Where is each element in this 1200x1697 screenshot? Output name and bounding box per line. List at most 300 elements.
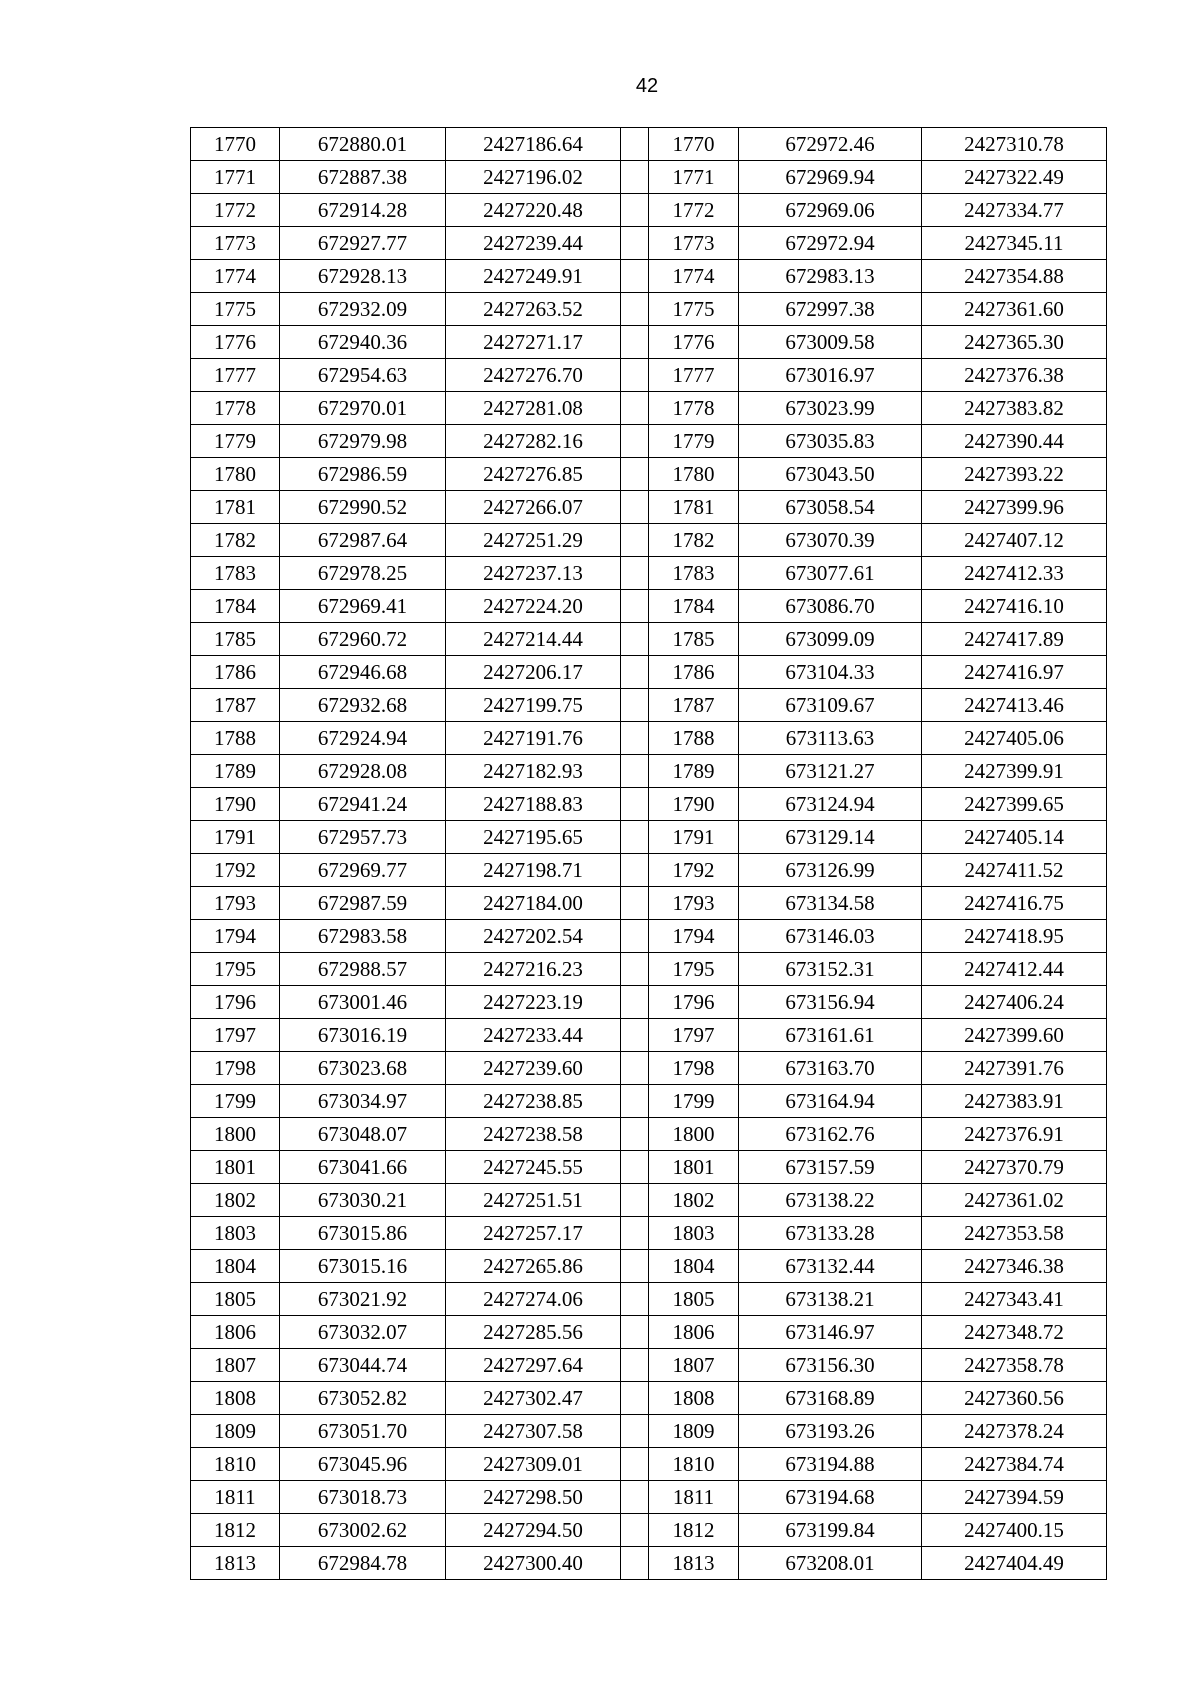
spacer-cell <box>621 1415 649 1448</box>
left-point-id-cell: 1810 <box>191 1448 280 1481</box>
left-point-id-cell: 1785 <box>191 623 280 656</box>
right-point-id-cell: 1778 <box>649 392 739 425</box>
left-y-coordinate-cell: 2427195.65 <box>446 821 621 854</box>
left-point-id-cell: 1783 <box>191 557 280 590</box>
left-y-coordinate-cell: 2427265.86 <box>446 1250 621 1283</box>
left-point-id-cell: 1792 <box>191 854 280 887</box>
spacer-cell <box>621 161 649 194</box>
left-y-coordinate-cell: 2427294.50 <box>446 1514 621 1547</box>
right-x-coordinate-cell: 673113.63 <box>739 722 922 755</box>
right-x-coordinate-cell: 673138.21 <box>739 1283 922 1316</box>
left-x-coordinate-cell: 673052.82 <box>280 1382 446 1415</box>
spacer-cell <box>621 656 649 689</box>
right-point-id-cell: 1772 <box>649 194 739 227</box>
left-x-coordinate-cell: 672932.09 <box>280 293 446 326</box>
spacer-cell <box>621 1085 649 1118</box>
left-y-coordinate-cell: 2427198.71 <box>446 854 621 887</box>
right-point-id-cell: 1813 <box>649 1547 739 1580</box>
table-row <box>191 392 1107 425</box>
spacer-cell <box>621 722 649 755</box>
left-x-coordinate-cell: 673015.16 <box>280 1250 446 1283</box>
right-y-coordinate-cell: 2427383.91 <box>922 1085 1107 1118</box>
left-point-id-cell: 1779 <box>191 425 280 458</box>
table-row <box>191 1184 1107 1217</box>
table-row <box>191 854 1107 887</box>
left-y-coordinate-cell: 2427245.55 <box>446 1151 621 1184</box>
right-y-coordinate-cell: 2427399.65 <box>922 788 1107 821</box>
right-x-coordinate-cell: 673129.14 <box>739 821 922 854</box>
spacer-cell <box>621 1217 649 1250</box>
right-point-id-cell: 1807 <box>649 1349 739 1382</box>
table-row <box>191 1118 1107 1151</box>
left-point-id-cell: 1806 <box>191 1316 280 1349</box>
right-y-coordinate-cell: 2427407.12 <box>922 524 1107 557</box>
table-row <box>191 1283 1107 1316</box>
right-y-coordinate-cell: 2427416.75 <box>922 887 1107 920</box>
spacer-cell <box>621 1019 649 1052</box>
right-y-coordinate-cell: 2427405.14 <box>922 821 1107 854</box>
left-x-coordinate-cell: 672987.59 <box>280 887 446 920</box>
right-x-coordinate-cell: 672969.94 <box>739 161 922 194</box>
left-y-coordinate-cell: 2427297.64 <box>446 1349 621 1382</box>
table-row <box>191 821 1107 854</box>
right-x-coordinate-cell: 673016.97 <box>739 359 922 392</box>
right-point-id-cell: 1797 <box>649 1019 739 1052</box>
left-y-coordinate-cell: 2427309.01 <box>446 1448 621 1481</box>
left-x-coordinate-cell: 672969.77 <box>280 854 446 887</box>
left-point-id-cell: 1773 <box>191 227 280 260</box>
right-x-coordinate-cell: 673156.30 <box>739 1349 922 1382</box>
left-point-id-cell: 1788 <box>191 722 280 755</box>
spacer-cell <box>621 1283 649 1316</box>
table-row <box>191 425 1107 458</box>
left-point-id-cell: 1802 <box>191 1184 280 1217</box>
left-y-coordinate-cell: 2427199.75 <box>446 689 621 722</box>
right-y-coordinate-cell: 2427354.88 <box>922 260 1107 293</box>
right-x-coordinate-cell: 673199.84 <box>739 1514 922 1547</box>
spacer-cell <box>621 194 649 227</box>
spacer-cell <box>621 425 649 458</box>
left-x-coordinate-cell: 672880.01 <box>280 128 446 161</box>
table-row <box>191 293 1107 326</box>
table-row <box>191 656 1107 689</box>
right-x-coordinate-cell: 673161.61 <box>739 1019 922 1052</box>
right-y-coordinate-cell: 2427378.24 <box>922 1415 1107 1448</box>
left-y-coordinate-cell: 2427206.17 <box>446 656 621 689</box>
left-point-id-cell: 1776 <box>191 326 280 359</box>
left-y-coordinate-cell: 2427285.56 <box>446 1316 621 1349</box>
right-y-coordinate-cell: 2427412.44 <box>922 953 1107 986</box>
right-point-id-cell: 1796 <box>649 986 739 1019</box>
spacer-cell <box>621 887 649 920</box>
table-row <box>191 227 1107 260</box>
left-y-coordinate-cell: 2427224.20 <box>446 590 621 623</box>
right-x-coordinate-cell: 673163.70 <box>739 1052 922 1085</box>
right-point-id-cell: 1803 <box>649 1217 739 1250</box>
left-point-id-cell: 1811 <box>191 1481 280 1514</box>
left-x-coordinate-cell: 673032.07 <box>280 1316 446 1349</box>
spacer-cell <box>621 1514 649 1547</box>
left-y-coordinate-cell: 2427239.44 <box>446 227 621 260</box>
spacer-cell <box>621 1316 649 1349</box>
left-x-coordinate-cell: 673002.62 <box>280 1514 446 1547</box>
table-row <box>191 986 1107 1019</box>
table-row <box>191 1547 1107 1580</box>
right-x-coordinate-cell: 672972.46 <box>739 128 922 161</box>
left-x-coordinate-cell: 672986.59 <box>280 458 446 491</box>
right-point-id-cell: 1790 <box>649 788 739 821</box>
right-y-coordinate-cell: 2427358.78 <box>922 1349 1107 1382</box>
right-x-coordinate-cell: 673168.89 <box>739 1382 922 1415</box>
spacer-cell <box>621 854 649 887</box>
right-y-coordinate-cell: 2427399.96 <box>922 491 1107 524</box>
table-row <box>191 1481 1107 1514</box>
spacer-cell <box>621 986 649 1019</box>
right-x-coordinate-cell: 673023.99 <box>739 392 922 425</box>
spacer-cell <box>621 392 649 425</box>
table-row <box>191 1250 1107 1283</box>
left-x-coordinate-cell: 672957.73 <box>280 821 446 854</box>
left-x-coordinate-cell: 672941.24 <box>280 788 446 821</box>
right-x-coordinate-cell: 672983.13 <box>739 260 922 293</box>
left-y-coordinate-cell: 2427251.29 <box>446 524 621 557</box>
right-y-coordinate-cell: 2427361.02 <box>922 1184 1107 1217</box>
right-point-id-cell: 1785 <box>649 623 739 656</box>
right-point-id-cell: 1804 <box>649 1250 739 1283</box>
left-y-coordinate-cell: 2427249.91 <box>446 260 621 293</box>
table-row <box>191 260 1107 293</box>
right-point-id-cell: 1777 <box>649 359 739 392</box>
table-row <box>191 755 1107 788</box>
left-x-coordinate-cell: 672924.94 <box>280 722 446 755</box>
right-point-id-cell: 1794 <box>649 920 739 953</box>
right-x-coordinate-cell: 673208.01 <box>739 1547 922 1580</box>
table-row <box>191 1514 1107 1547</box>
left-point-id-cell: 1781 <box>191 491 280 524</box>
right-x-coordinate-cell: 672997.38 <box>739 293 922 326</box>
left-x-coordinate-cell: 672928.08 <box>280 755 446 788</box>
right-y-coordinate-cell: 2427384.74 <box>922 1448 1107 1481</box>
table-row <box>191 128 1107 161</box>
right-y-coordinate-cell: 2427345.11 <box>922 227 1107 260</box>
left-point-id-cell: 1771 <box>191 161 280 194</box>
left-x-coordinate-cell: 673023.68 <box>280 1052 446 1085</box>
spacer-cell <box>621 689 649 722</box>
right-y-coordinate-cell: 2427399.60 <box>922 1019 1107 1052</box>
right-point-id-cell: 1793 <box>649 887 739 920</box>
coordinate-table <box>190 127 1107 1580</box>
left-point-id-cell: 1791 <box>191 821 280 854</box>
table-row <box>191 689 1107 722</box>
right-point-id-cell: 1802 <box>649 1184 739 1217</box>
right-y-coordinate-cell: 2427346.38 <box>922 1250 1107 1283</box>
spacer-cell <box>621 227 649 260</box>
spacer-cell <box>621 623 649 656</box>
left-x-coordinate-cell: 673045.96 <box>280 1448 446 1481</box>
left-point-id-cell: 1798 <box>191 1052 280 1085</box>
table-row <box>191 1052 1107 1085</box>
left-x-coordinate-cell: 673021.92 <box>280 1283 446 1316</box>
right-point-id-cell: 1805 <box>649 1283 739 1316</box>
right-x-coordinate-cell: 673162.76 <box>739 1118 922 1151</box>
table-row <box>191 161 1107 194</box>
right-point-id-cell: 1791 <box>649 821 739 854</box>
table-row <box>191 326 1107 359</box>
left-y-coordinate-cell: 2427184.00 <box>446 887 621 920</box>
left-point-id-cell: 1784 <box>191 590 280 623</box>
right-point-id-cell: 1784 <box>649 590 739 623</box>
left-point-id-cell: 1790 <box>191 788 280 821</box>
left-x-coordinate-cell: 673016.19 <box>280 1019 446 1052</box>
table-row <box>191 491 1107 524</box>
right-y-coordinate-cell: 2427343.41 <box>922 1283 1107 1316</box>
right-x-coordinate-cell: 673152.31 <box>739 953 922 986</box>
left-x-coordinate-cell: 673044.74 <box>280 1349 446 1382</box>
left-point-id-cell: 1809 <box>191 1415 280 1448</box>
left-y-coordinate-cell: 2427281.08 <box>446 392 621 425</box>
right-point-id-cell: 1798 <box>649 1052 739 1085</box>
spacer-cell <box>621 359 649 392</box>
right-point-id-cell: 1808 <box>649 1382 739 1415</box>
table-row <box>191 920 1107 953</box>
right-x-coordinate-cell: 673077.61 <box>739 557 922 590</box>
right-x-coordinate-cell: 673146.03 <box>739 920 922 953</box>
left-x-coordinate-cell: 673001.46 <box>280 986 446 1019</box>
right-point-id-cell: 1811 <box>649 1481 739 1514</box>
right-x-coordinate-cell: 673070.39 <box>739 524 922 557</box>
right-point-id-cell: 1779 <box>649 425 739 458</box>
left-x-coordinate-cell: 673018.73 <box>280 1481 446 1514</box>
right-point-id-cell: 1787 <box>649 689 739 722</box>
table-row <box>191 1316 1107 1349</box>
right-point-id-cell: 1770 <box>649 128 739 161</box>
right-y-coordinate-cell: 2427399.91 <box>922 755 1107 788</box>
table-row <box>191 887 1107 920</box>
left-x-coordinate-cell: 672946.68 <box>280 656 446 689</box>
left-x-coordinate-cell: 672969.41 <box>280 590 446 623</box>
right-y-coordinate-cell: 2427413.46 <box>922 689 1107 722</box>
right-y-coordinate-cell: 2427310.78 <box>922 128 1107 161</box>
right-point-id-cell: 1782 <box>649 524 739 557</box>
left-x-coordinate-cell: 672978.25 <box>280 557 446 590</box>
right-x-coordinate-cell: 673104.33 <box>739 656 922 689</box>
left-x-coordinate-cell: 672984.78 <box>280 1547 446 1580</box>
right-y-coordinate-cell: 2427370.79 <box>922 1151 1107 1184</box>
left-x-coordinate-cell: 672887.38 <box>280 161 446 194</box>
left-y-coordinate-cell: 2427251.51 <box>446 1184 621 1217</box>
left-point-id-cell: 1804 <box>191 1250 280 1283</box>
right-point-id-cell: 1799 <box>649 1085 739 1118</box>
spacer-cell <box>621 953 649 986</box>
right-x-coordinate-cell: 672972.94 <box>739 227 922 260</box>
table-row <box>191 722 1107 755</box>
right-y-coordinate-cell: 2427416.10 <box>922 590 1107 623</box>
table-row <box>191 1349 1107 1382</box>
right-x-coordinate-cell: 673126.99 <box>739 854 922 887</box>
right-x-coordinate-cell: 673121.27 <box>739 755 922 788</box>
left-x-coordinate-cell: 673015.86 <box>280 1217 446 1250</box>
spacer-cell <box>621 293 649 326</box>
table-row <box>191 524 1107 557</box>
right-point-id-cell: 1806 <box>649 1316 739 1349</box>
spacer-cell <box>621 260 649 293</box>
spacer-cell <box>621 326 649 359</box>
left-x-coordinate-cell: 672932.68 <box>280 689 446 722</box>
right-y-coordinate-cell: 2427348.72 <box>922 1316 1107 1349</box>
right-x-coordinate-cell: 673194.88 <box>739 1448 922 1481</box>
table-row <box>191 1382 1107 1415</box>
left-x-coordinate-cell: 672988.57 <box>280 953 446 986</box>
right-y-coordinate-cell: 2427411.52 <box>922 854 1107 887</box>
left-y-coordinate-cell: 2427276.70 <box>446 359 621 392</box>
right-point-id-cell: 1800 <box>649 1118 739 1151</box>
table-row <box>191 953 1107 986</box>
right-y-coordinate-cell: 2427418.95 <box>922 920 1107 953</box>
right-x-coordinate-cell: 673058.54 <box>739 491 922 524</box>
left-point-id-cell: 1794 <box>191 920 280 953</box>
left-point-id-cell: 1805 <box>191 1283 280 1316</box>
left-y-coordinate-cell: 2427300.40 <box>446 1547 621 1580</box>
right-point-id-cell: 1783 <box>649 557 739 590</box>
left-point-id-cell: 1775 <box>191 293 280 326</box>
table-row <box>191 1019 1107 1052</box>
spacer-cell <box>621 1184 649 1217</box>
table-row <box>191 1448 1107 1481</box>
left-x-coordinate-cell: 673048.07 <box>280 1118 446 1151</box>
right-x-coordinate-cell: 673099.09 <box>739 623 922 656</box>
right-point-id-cell: 1812 <box>649 1514 739 1547</box>
spacer-cell <box>621 524 649 557</box>
right-x-coordinate-cell: 673133.28 <box>739 1217 922 1250</box>
right-point-id-cell: 1788 <box>649 722 739 755</box>
left-y-coordinate-cell: 2427196.02 <box>446 161 621 194</box>
left-y-coordinate-cell: 2427298.50 <box>446 1481 621 1514</box>
left-point-id-cell: 1803 <box>191 1217 280 1250</box>
right-x-coordinate-cell: 673035.83 <box>739 425 922 458</box>
right-y-coordinate-cell: 2427404.49 <box>922 1547 1107 1580</box>
left-x-coordinate-cell: 672983.58 <box>280 920 446 953</box>
right-x-coordinate-cell: 673109.67 <box>739 689 922 722</box>
left-x-coordinate-cell: 673041.66 <box>280 1151 446 1184</box>
left-point-id-cell: 1787 <box>191 689 280 722</box>
left-y-coordinate-cell: 2427238.58 <box>446 1118 621 1151</box>
right-y-coordinate-cell: 2427390.44 <box>922 425 1107 458</box>
right-x-coordinate-cell: 672969.06 <box>739 194 922 227</box>
right-y-coordinate-cell: 2427391.76 <box>922 1052 1107 1085</box>
table-row <box>191 623 1107 656</box>
left-x-coordinate-cell: 672970.01 <box>280 392 446 425</box>
left-point-id-cell: 1782 <box>191 524 280 557</box>
spacer-cell <box>621 1547 649 1580</box>
table-row <box>191 788 1107 821</box>
left-x-coordinate-cell: 672960.72 <box>280 623 446 656</box>
spacer-cell <box>621 920 649 953</box>
coordinate-table-body <box>191 128 1107 1580</box>
left-point-id-cell: 1772 <box>191 194 280 227</box>
left-y-coordinate-cell: 2427237.13 <box>446 557 621 590</box>
right-y-coordinate-cell: 2427383.82 <box>922 392 1107 425</box>
left-y-coordinate-cell: 2427214.44 <box>446 623 621 656</box>
right-y-coordinate-cell: 2427393.22 <box>922 458 1107 491</box>
right-point-id-cell: 1809 <box>649 1415 739 1448</box>
right-y-coordinate-cell: 2427405.06 <box>922 722 1107 755</box>
left-point-id-cell: 1793 <box>191 887 280 920</box>
left-point-id-cell: 1778 <box>191 392 280 425</box>
right-x-coordinate-cell: 673124.94 <box>739 788 922 821</box>
left-x-coordinate-cell: 672987.64 <box>280 524 446 557</box>
left-x-coordinate-cell: 672979.98 <box>280 425 446 458</box>
left-x-coordinate-cell: 672914.28 <box>280 194 446 227</box>
right-point-id-cell: 1789 <box>649 755 739 788</box>
left-point-id-cell: 1795 <box>191 953 280 986</box>
right-y-coordinate-cell: 2427376.38 <box>922 359 1107 392</box>
left-x-coordinate-cell: 672928.13 <box>280 260 446 293</box>
right-x-coordinate-cell: 673157.59 <box>739 1151 922 1184</box>
right-point-id-cell: 1771 <box>649 161 739 194</box>
right-y-coordinate-cell: 2427376.91 <box>922 1118 1107 1151</box>
right-y-coordinate-cell: 2427334.77 <box>922 194 1107 227</box>
right-x-coordinate-cell: 673146.97 <box>739 1316 922 1349</box>
left-y-coordinate-cell: 2427257.17 <box>446 1217 621 1250</box>
right-x-coordinate-cell: 673138.22 <box>739 1184 922 1217</box>
right-x-coordinate-cell: 673134.58 <box>739 887 922 920</box>
left-point-id-cell: 1777 <box>191 359 280 392</box>
left-point-id-cell: 1770 <box>191 128 280 161</box>
left-y-coordinate-cell: 2427238.85 <box>446 1085 621 1118</box>
left-x-coordinate-cell: 673034.97 <box>280 1085 446 1118</box>
spacer-cell <box>621 128 649 161</box>
left-point-id-cell: 1780 <box>191 458 280 491</box>
left-point-id-cell: 1786 <box>191 656 280 689</box>
spacer-cell <box>621 821 649 854</box>
left-point-id-cell: 1797 <box>191 1019 280 1052</box>
spacer-cell <box>621 788 649 821</box>
right-point-id-cell: 1786 <box>649 656 739 689</box>
spacer-cell <box>621 590 649 623</box>
right-point-id-cell: 1781 <box>649 491 739 524</box>
right-x-coordinate-cell: 673193.26 <box>739 1415 922 1448</box>
left-x-coordinate-cell: 672990.52 <box>280 491 446 524</box>
right-y-coordinate-cell: 2427365.30 <box>922 326 1107 359</box>
right-y-coordinate-cell: 2427412.33 <box>922 557 1107 590</box>
left-y-coordinate-cell: 2427233.44 <box>446 1019 621 1052</box>
table-row <box>191 1217 1107 1250</box>
left-point-id-cell: 1807 <box>191 1349 280 1382</box>
spacer-cell <box>621 1448 649 1481</box>
left-y-coordinate-cell: 2427182.93 <box>446 755 621 788</box>
spacer-cell <box>621 1250 649 1283</box>
spacer-cell <box>621 458 649 491</box>
right-point-id-cell: 1775 <box>649 293 739 326</box>
right-y-coordinate-cell: 2427400.15 <box>922 1514 1107 1547</box>
table-row <box>191 1415 1107 1448</box>
table-row <box>191 359 1107 392</box>
left-y-coordinate-cell: 2427191.76 <box>446 722 621 755</box>
right-x-coordinate-cell: 673164.94 <box>739 1085 922 1118</box>
left-x-coordinate-cell: 673030.21 <box>280 1184 446 1217</box>
right-x-coordinate-cell: 673043.50 <box>739 458 922 491</box>
left-y-coordinate-cell: 2427216.23 <box>446 953 621 986</box>
spacer-cell <box>621 1052 649 1085</box>
right-y-coordinate-cell: 2427406.24 <box>922 986 1107 1019</box>
left-y-coordinate-cell: 2427282.16 <box>446 425 621 458</box>
right-x-coordinate-cell: 673132.44 <box>739 1250 922 1283</box>
page-number: 42 <box>635 75 659 97</box>
left-x-coordinate-cell: 672940.36 <box>280 326 446 359</box>
table-row <box>191 194 1107 227</box>
right-point-id-cell: 1795 <box>649 953 739 986</box>
table-row <box>191 458 1107 491</box>
